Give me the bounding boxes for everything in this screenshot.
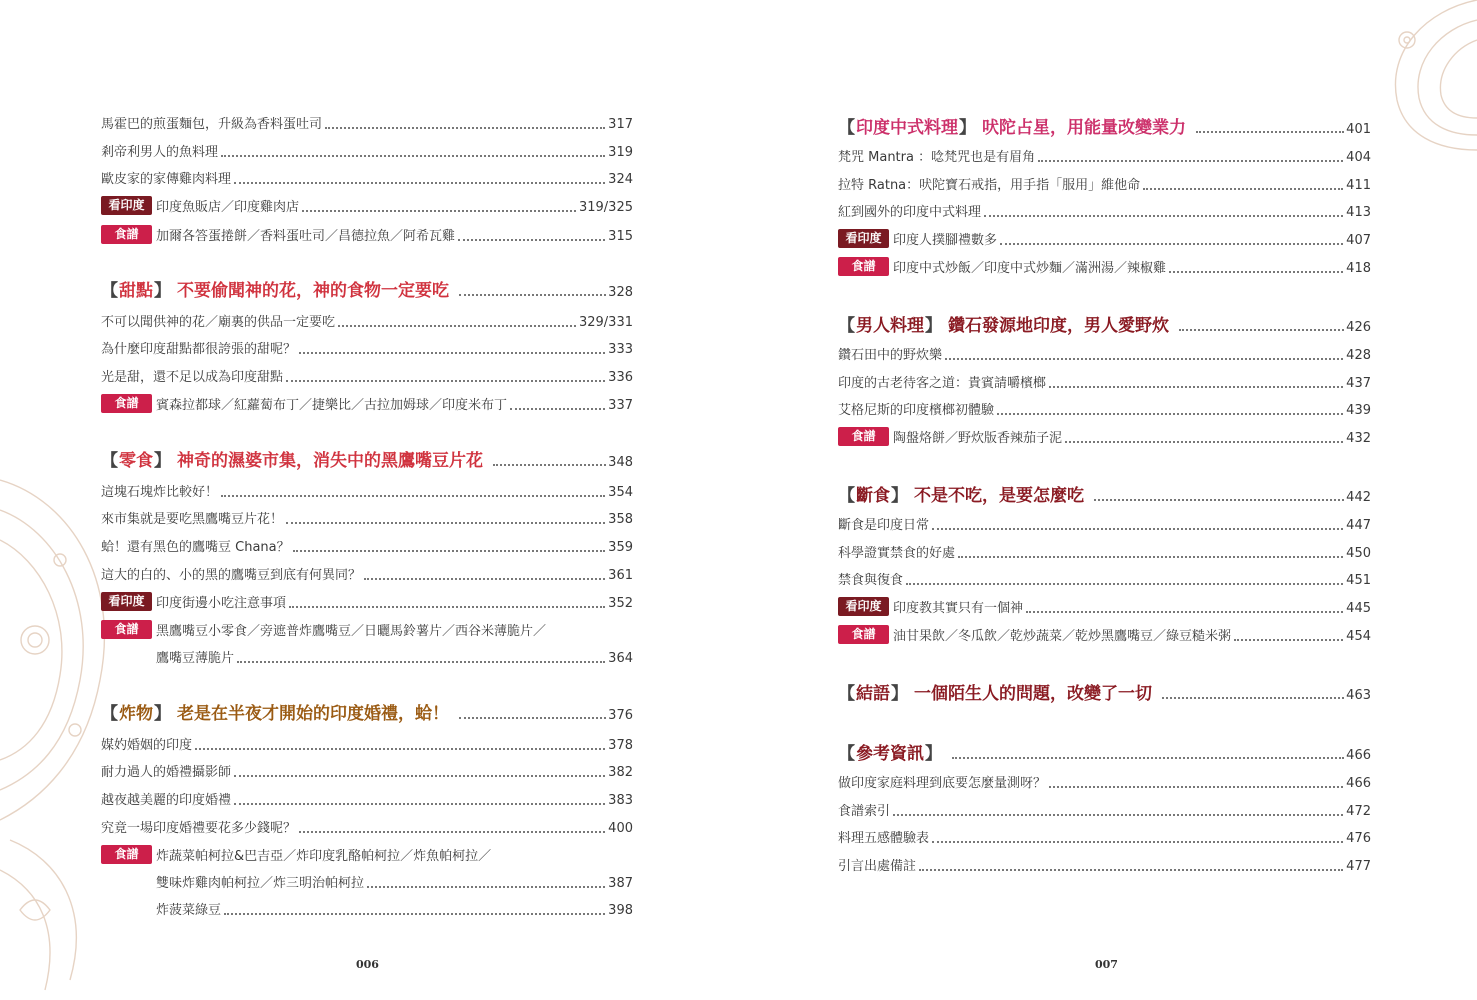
section-title: 鑽石發源地印度，男人愛野炊 [948,316,1169,336]
bracket-close: 】 [891,684,908,704]
bracket-open: 【 [838,744,855,764]
toc-entry[interactable] [101,877,633,891]
section-page-number: 401 [1346,122,1371,137]
dot-leader [984,215,1343,217]
dot-leader [919,869,1343,871]
bracket-open: 【 [101,451,118,471]
entry-page-number: 477 [1346,859,1371,874]
entry-title: 光是甜，還不足以成為印度甜點 [101,370,284,385]
toc-entry[interactable] [838,151,1371,165]
section-category: 甜點 [119,281,153,301]
toc-entry[interactable] [838,404,1371,418]
dot-leader [286,380,605,382]
dot-leader [997,413,1343,415]
entry-page-number: 364 [608,651,633,666]
entry-title: 印度中式炒飯／印度中式炒麵／滿洲湯／辣椒雞 [893,261,1167,276]
toc-tagged-entry[interactable] [101,227,633,244]
recipe-tag: 食譜 [838,625,889,644]
recipe-tag: 食譜 [101,620,152,639]
toc-entry[interactable] [838,206,1371,220]
dot-leader [325,127,605,129]
dot-leader [1169,271,1343,273]
section-page-number: 376 [608,708,633,723]
entry-page-number: 466 [1346,776,1371,791]
entry-page-number: 411 [1346,178,1371,193]
bracket-open: 【 [101,281,118,301]
section-category: 參考資訊 [856,744,924,764]
entry-page-number: 329/331 [578,315,633,330]
dot-leader [1162,697,1344,699]
section-category: 炸物 [119,704,153,724]
section-heading[interactable] [101,452,633,470]
entry-page-number: 445 [1346,601,1371,616]
see-india-tag: 看印度 [101,592,152,611]
entry-title: 蛤！還有黑色的鷹嘴豆 Chana？ [101,540,290,555]
dot-leader [458,239,605,241]
entry-title: 油甘果飲／冬瓜飲／乾炒蔬菜／乾炒黑鷹嘴豆／綠豆糙米粥 [893,629,1232,644]
see-india-tag: 看印度 [101,196,152,215]
toc-entry[interactable] [838,349,1371,363]
section-heading[interactable] [838,119,1371,137]
paisley-ornament-right [1367,0,1477,160]
dot-leader [237,661,605,663]
dot-leader [289,606,605,608]
toc-entry[interactable] [101,569,633,583]
entry-title: 梵咒 Mantra ：唸梵咒也是有眉角 [838,150,1036,165]
dot-leader [367,886,605,888]
entry-title: 料理五感體驗表 [838,831,930,846]
toc-tagged-entry[interactable] [101,622,633,639]
entry-page-number: 382 [608,765,633,780]
bracket-open: 【 [838,118,855,138]
dot-leader [1038,160,1343,162]
entry-title: 為什麼印度甜點都很誇張的甜呢？ [101,342,297,357]
entry-title: 耐力過人的婚禮攝影師 [101,765,232,780]
dot-leader [1143,188,1343,190]
toc-entry[interactable] [101,739,633,753]
toc-tagged-entry[interactable] [838,627,1371,644]
entry-page-number: 418 [1346,261,1371,276]
toc-tagged-entry[interactable] [101,847,633,864]
section-page-number: 442 [1346,490,1371,505]
dot-leader [224,913,605,915]
dot-leader [906,583,1343,585]
section-category: 印度中式料理 [856,118,958,138]
toc-entry[interactable] [101,652,633,666]
entry-title: 斷食是印度日常 [838,518,930,533]
dot-leader [195,748,605,750]
toc-entry[interactable] [101,766,633,780]
dot-leader [1065,441,1343,443]
dot-leader [945,358,1343,360]
dot-leader [1049,786,1343,788]
toc-entry[interactable] [101,486,633,500]
section-title: 一個陌生人的問題，改變了一切 [914,684,1152,704]
entry-title: 歐皮家的家傳雞肉料理 [101,172,232,187]
entry-title: 來市集就是要吃黑鷹嘴豆片花！ [101,512,284,527]
dot-leader [932,841,1343,843]
recipe-tag: 食譜 [101,225,152,244]
bracket-close: 】 [959,118,976,138]
section-page-number: 466 [1346,748,1371,763]
dot-leader [493,464,606,466]
toc-entry[interactable] [101,371,633,385]
entry-page-number: 447 [1346,518,1371,533]
bracket-close: 】 [154,281,171,301]
entry-page-number: 437 [1346,376,1371,391]
bracket-open: 【 [101,704,118,724]
entry-page-number: 476 [1346,831,1371,846]
section-page-number: 348 [608,455,633,470]
entry-title: 越夜越美麗的印度婚禮 [101,793,232,808]
dot-leader [952,757,1344,759]
dot-leader [286,522,605,524]
entry-page-number: 333 [608,342,633,357]
section-heading[interactable] [838,745,1371,763]
section-heading[interactable] [838,487,1371,505]
section-heading[interactable] [101,705,633,723]
entry-page-number: 378 [608,738,633,753]
section-category: 斷食 [856,486,890,506]
section-heading[interactable] [101,282,633,300]
section-category: 男人料理 [856,316,924,336]
entry-title: 加爾各答蛋捲餅／香料蛋吐司／昌德拉魚／阿希瓦雞 [156,229,456,244]
entry-title: 印度教其實只有一個神 [893,601,1024,616]
toc-tagged-entry[interactable] [838,231,1371,248]
entry-title: 陶盤烙餅／野炊版香辣茄子泥 [893,431,1063,446]
toc-entry[interactable] [838,179,1371,193]
entry-title: 印度魚販店／印度雞肉店 [156,200,300,215]
entry-page-number: 336 [608,370,633,385]
dot-leader [1000,243,1343,245]
entry-page-number: 387 [608,876,633,891]
toc-tagged-entry[interactable] [838,599,1371,616]
bracket-close: 】 [154,451,171,471]
entry-title: 炸蔬菜帕柯拉&巴吉亞／炸印度乳酪帕柯拉／炸魚帕柯拉／ [156,849,492,864]
entry-page-number: 358 [608,512,633,527]
entry-title: 雙味炸雞肉帕柯拉／炸三明治帕柯拉 [156,876,365,891]
entry-title: 究竟一場印度婚禮要花多少錢呢？ [101,821,297,836]
section-category: 零食 [119,451,153,471]
dot-leader [293,550,606,552]
dot-leader [1234,639,1343,641]
toc-tagged-entry[interactable] [101,396,633,413]
entry-page-number: 398 [608,903,633,918]
entry-title: 這大的白的、小的黑的鷹嘴豆到底有何異同？ [101,568,362,583]
section-title: 神奇的濕婆市集，消失中的黑鷹嘴豆片花 [177,451,483,471]
bracket-close: 】 [925,744,942,764]
entry-title: 剎帝利男人的魚料理 [101,145,219,160]
entry-page-number: 352 [608,596,633,611]
dot-leader [221,155,605,157]
bracket-close: 】 [154,704,171,724]
entry-page-number: 383 [608,793,633,808]
entry-title: 做印度家庭料理到底要怎麼量測呀？ [838,776,1047,791]
dot-leader [234,803,605,805]
toc-entry[interactable] [838,377,1371,391]
toc-entry[interactable] [101,316,633,330]
entry-page-number: 359 [608,540,633,555]
recipe-tag: 食譜 [838,427,889,446]
entry-page-number: 361 [608,568,633,583]
toc-entry[interactable] [101,173,633,187]
entry-title: 賓森拉都球／紅蘿蔔布丁／捷樂比／古拉加姆球／印度米布丁 [156,398,508,413]
page-number-left: 006 [356,958,379,971]
toc-entry[interactable] [101,822,633,836]
toc-entry[interactable] [838,547,1371,561]
entry-page-number: 319 [608,145,633,160]
entry-title: 引言出處備註 [838,859,917,874]
entry-page-number: 451 [1346,573,1371,588]
entry-title: 印度街邊小吃注意事項 [156,596,287,611]
dot-leader [958,556,1343,558]
dot-leader [299,352,605,354]
bracket-close: 】 [891,486,908,506]
dot-leader [221,495,605,497]
dot-leader [299,831,605,833]
toc-entry[interactable] [101,513,633,527]
entry-title: 印度人撲腳禮數多 [893,233,998,248]
entry-page-number: 432 [1346,431,1371,446]
toc-tagged-entry[interactable] [101,198,633,215]
toc-entry[interactable] [101,118,633,132]
dot-leader [338,325,576,327]
see-india-tag: 看印度 [838,597,889,616]
entry-page-number: 354 [608,485,633,500]
page-number-right: 007 [1095,958,1118,971]
section-title: 吠陀占星，用能量改變業力 [982,118,1186,138]
entry-page-number: 439 [1346,403,1371,418]
toc-entry[interactable] [838,860,1371,874]
see-india-tag: 看印度 [838,229,889,248]
entry-page-number: 404 [1346,150,1371,165]
entry-page-number: 407 [1346,233,1371,248]
entry-page-number: 428 [1346,348,1371,363]
entry-page-number: 315 [608,229,633,244]
section-heading[interactable] [838,685,1371,703]
section-title: 不是不吃，是要怎麼吃 [914,486,1084,506]
dot-leader [1094,499,1344,501]
toc-entry[interactable] [101,541,633,555]
entry-title: 黑鷹嘴豆小零食／旁遮普炸鷹嘴豆／日曬馬鈴薯片／西谷米薄脆片／ [156,624,547,639]
entry-page-number: 317 [608,117,633,132]
entry-title: 食譜索引 [838,804,891,819]
dot-leader [893,814,1343,816]
recipe-tag: 食譜 [101,845,152,864]
dot-leader [932,528,1343,530]
entry-title: 這塊石塊炸比較好！ [101,485,219,500]
toc-entry[interactable] [838,574,1371,588]
dot-leader [1179,329,1344,331]
dot-leader [459,294,606,296]
toc-tagged-entry[interactable] [838,259,1371,276]
entry-page-number: 413 [1346,205,1371,220]
entry-title: 拉特 Ratna：吠陀寶石戒指，用手指「服用」維他命 [838,178,1141,193]
entry-page-number: 319/325 [578,200,633,215]
section-title: 不要偷聞神的花，神的食物一定要吃 [177,281,449,301]
entry-page-number: 400 [608,821,633,836]
dot-leader [1049,386,1343,388]
bracket-close: 】 [925,316,942,336]
entry-page-number: 472 [1346,804,1371,819]
dot-leader [234,182,605,184]
entry-title: 艾格尼斯的印度檳榔初體驗 [838,403,995,418]
entry-page-number: 324 [608,172,633,187]
bracket-open: 【 [838,684,855,704]
toc-entry[interactable] [101,146,633,160]
entry-title: 科學證實禁食的好處 [838,546,956,561]
entry-page-number: 337 [608,398,633,413]
entry-title: 印度的古老待客之道：貴賓請嚼檳榔 [838,376,1047,391]
section-page-number: 328 [608,285,633,300]
toc-entry[interactable] [101,794,633,808]
dot-leader [1196,131,1344,133]
entry-title: 媒妁婚姻的印度 [101,738,193,753]
entry-title: 馬霍巴的煎蛋麵包，升級為香料蛋吐司 [101,117,323,132]
dot-leader [510,408,605,410]
dot-leader [1026,611,1343,613]
dot-leader [234,775,605,777]
recipe-tag: 食譜 [838,257,889,276]
entry-title: 鷹嘴豆薄脆片 [156,651,235,666]
toc-entry[interactable] [101,343,633,357]
section-page-number: 463 [1346,688,1371,703]
toc-entry[interactable] [838,832,1371,846]
entry-title: 不可以聞供神的花／廟裏的供品一定要吃 [101,315,336,330]
section-category: 結語 [856,684,890,704]
entry-title: 鑽石田中的野炊樂 [838,348,943,363]
entry-page-number: 450 [1346,546,1371,561]
toc-entry[interactable] [838,805,1371,819]
dot-leader [459,717,606,719]
toc-tagged-entry[interactable] [838,429,1371,446]
toc-tagged-entry[interactable] [101,594,633,611]
entry-title: 禁食與復食 [838,573,904,588]
section-heading[interactable] [838,317,1371,335]
bracket-open: 【 [838,486,855,506]
dot-leader [364,578,605,580]
dot-leader [302,210,576,212]
toc-entry[interactable] [838,519,1371,533]
entry-title: 紅到國外的印度中式料理 [838,205,982,220]
recipe-tag: 食譜 [101,394,152,413]
toc-entry[interactable] [101,904,633,918]
section-page-number: 426 [1346,320,1371,335]
entry-page-number: 454 [1346,629,1371,644]
entry-title: 炸菠菜綠豆 [156,903,222,918]
section-title: 老是在半夜才開始的印度婚禮，蛤！ [177,704,449,724]
bracket-open: 【 [838,316,855,336]
toc-entry[interactable] [838,777,1371,791]
